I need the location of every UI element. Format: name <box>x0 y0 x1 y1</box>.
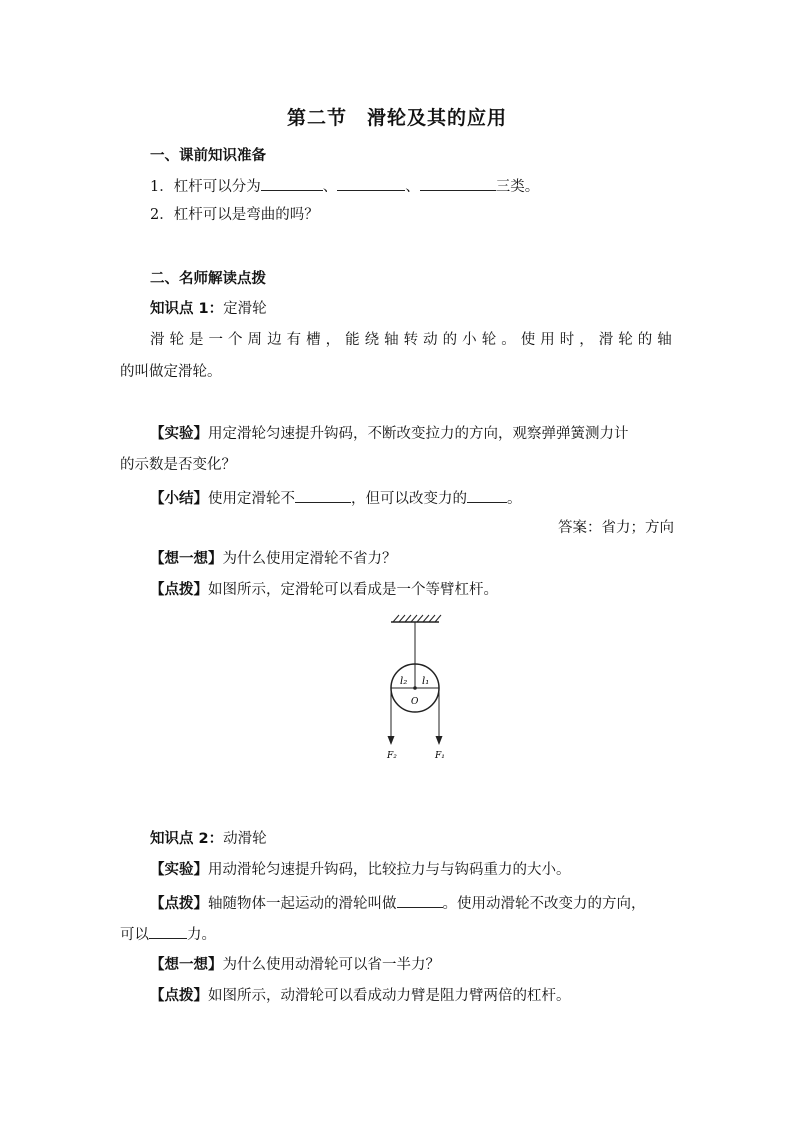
label-f2: F₂ <box>387 751 397 761</box>
kp1-summary-suffix: 。 <box>507 491 522 507</box>
arrow-f1 <box>436 736 443 745</box>
kp1-summary-blank-1[interactable] <box>295 487 351 503</box>
kp2-experiment <box>150 860 571 880</box>
kp1-summary-prefix: 使用定滑轮不 <box>208 491 295 507</box>
q1-sep-1: 、 <box>322 179 338 195</box>
kp1-think <box>150 549 397 569</box>
kp1-intro-line1: 滑轮是一个周边有槽，能绕轴转动的小轮。使用时，滑轮的轴 <box>150 332 674 348</box>
kp2-tip1-line1 <box>150 892 646 914</box>
q1-blank-1[interactable] <box>261 175 323 191</box>
kp2-label: 知识点 2： <box>150 831 224 847</box>
kp1-summary-tag: 【小结】 <box>150 491 208 507</box>
kp1-summary-mid: ，但可以改变力的 <box>351 491 467 507</box>
kp2-think-text: 为什么使用动滑轮可以省一半力？ <box>222 957 440 973</box>
kp1-answer: 答案：省力；方向 <box>558 520 674 536</box>
ceiling-support <box>391 615 441 622</box>
kp2-tip1-tag: 【点拨】 <box>150 896 208 912</box>
kp1-experiment-line1 <box>150 424 629 444</box>
section2-heading: 二、名师解读点拨 <box>150 271 266 287</box>
kp1-summary <box>150 487 522 509</box>
label-f1: F₁ <box>435 751 445 761</box>
label-l1: l₁ <box>422 676 430 687</box>
kp2-title: 动滑轮 <box>223 831 267 847</box>
kp2-tip1-line2-suffix: 力。 <box>187 927 216 943</box>
kp1-intro-line2: 的叫做定滑轮。 <box>120 364 222 380</box>
q1-blank-3[interactable] <box>420 175 496 191</box>
page-title: 第二节 滑轮及其的应用 <box>286 107 507 129</box>
kp2-think <box>150 955 440 975</box>
kp1-tip-text: 如图所示，定滑轮可以看成是一个等臂杠杆。 <box>208 582 498 598</box>
kp1-summary-blank-2[interactable] <box>467 487 507 503</box>
kp1-experiment-tag: 【实验】 <box>150 426 208 442</box>
kp2-tip2-tag: 【点拨】 <box>150 988 208 1004</box>
q1-suffix: 三类。 <box>495 179 540 195</box>
kp1-tip <box>150 580 498 600</box>
kp2-tip1-blank-2[interactable] <box>149 923 187 939</box>
kp1-think-text: 为什么使用定滑轮不省力？ <box>222 551 397 567</box>
q1-blank-2[interactable] <box>337 175 405 191</box>
q1-sep-2: 、 <box>405 179 420 195</box>
kp2-experiment-tag: 【实验】 <box>150 862 208 878</box>
kp1-experiment-text: 用定滑轮匀速提升钩码，不断改变拉力的方向，观察弹弹簧测力计 <box>208 426 629 442</box>
label-l2: l₂ <box>400 676 408 687</box>
kp2-tip2 <box>150 986 571 1006</box>
pivot-point <box>413 686 417 690</box>
kp2-experiment-text: 用动滑轮匀速提升钩码，比较拉力与与钩码重力的大小。 <box>208 862 571 878</box>
kp1-title: 定滑轮 <box>223 301 267 317</box>
kp2-tip1-suffix: 。使用动滑轮不改变力的方向， <box>442 896 646 912</box>
kp1-label: 知识点 1： <box>150 301 224 317</box>
kp1-think-tag: 【想一想】 <box>150 551 223 567</box>
kp2-tip1-prefix: 轴随物体一起运动的滑轮叫做 <box>208 896 397 912</box>
kp2-tip1-blank-1[interactable] <box>397 892 443 908</box>
kp2-tip1-line2-prefix: 可以 <box>120 927 149 943</box>
section1-heading: 一、课前知识准备 <box>150 148 266 164</box>
kp1-tip-tag: 【点拨】 <box>150 582 208 598</box>
kp2-tip2-text: 如图所示，动滑轮可以看成动力臂是阻力臂两倍的杠杆。 <box>208 988 571 1004</box>
question-1 <box>150 175 539 197</box>
kp1-heading <box>150 299 267 319</box>
fixed-pulley-figure <box>375 612 455 764</box>
label-o: O <box>411 697 419 707</box>
kp2-think-tag: 【想一想】 <box>150 957 223 973</box>
arrow-f2 <box>388 736 395 745</box>
kp2-heading <box>150 829 267 849</box>
question-2: 2．杠杆可以是弯曲的吗？ <box>150 207 319 223</box>
kp1-experiment-line2: 的示数是否变化？ <box>120 457 236 473</box>
q1-prefix: 1．杠杆可以分为 <box>150 179 261 195</box>
kp2-tip1-line2 <box>120 923 216 945</box>
